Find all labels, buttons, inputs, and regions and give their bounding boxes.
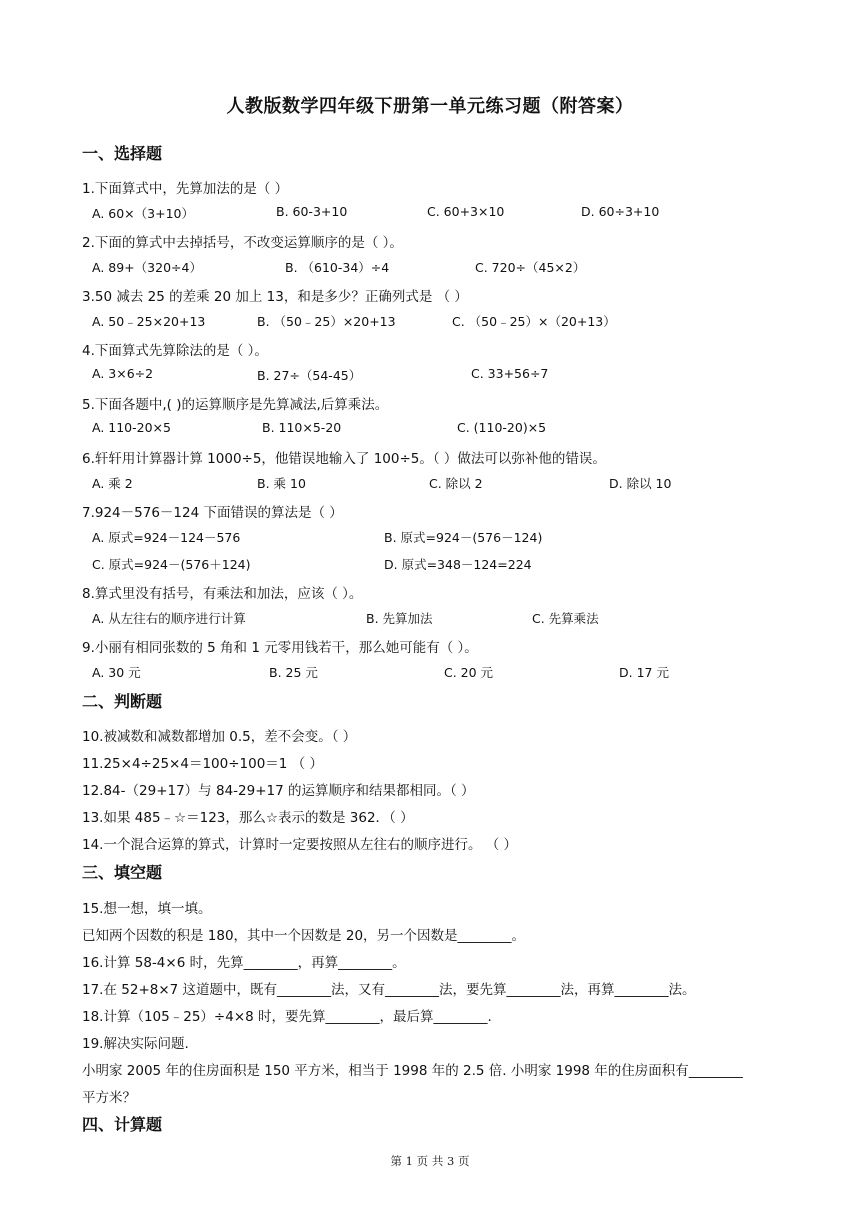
question-7: 7.924－576－124 下面错误的算法是（ ）	[82, 505, 343, 521]
q7-option-d: D. 原式=348－124=224	[384, 557, 532, 572]
q3-option-c: C. （50﹣25）×（20+13）	[452, 314, 616, 329]
page-footer: 第 1 页 共 3 页	[390, 1154, 470, 1168]
q4-option-c: C. 33+56÷7	[471, 366, 549, 381]
question-10: 10.被减数和减数都增加 0.5，差不会变。（ ）	[82, 729, 357, 745]
question-8: 8.算式里没有括号，有乘法和加法，应该（ ）。	[82, 586, 363, 602]
q9-option-d: D. 17 元	[619, 665, 669, 680]
q9-option-c: C. 20 元	[444, 665, 494, 680]
section-heading-judge: 二、判断题	[82, 692, 163, 711]
question-17: 17.在 52+8×7 这道题中，既有________法，又有________法，要先算________法，再算________法。	[82, 982, 696, 998]
question-3: 3.50 减去 25 的差乘 20 加上 13，和是多少？正确列式是 （ ）	[82, 289, 468, 305]
question-1: 1.下面算式中，先算加法的是（ ）	[82, 181, 289, 197]
question-19-sub: 小明家 2005 年的住房面积是 150 平方米，相当于 1998 年的 2.5 倍. 小明家 1998 年的住房面积有________	[82, 1063, 743, 1079]
q6-option-b: B. 乘 10	[257, 476, 306, 491]
q6-option-d: D. 除以 10	[609, 476, 672, 491]
q5-option-c: C. (110-20)×5	[457, 420, 547, 435]
question-19: 19.解决实际问题.	[82, 1036, 189, 1052]
q1-option-a: A. 60×（3+10）	[92, 206, 194, 221]
question-4: 4.下面算式先算除法的是（ ）。	[82, 343, 268, 359]
q7-option-b: B. 原式=924－(576－124)	[384, 530, 543, 545]
q6-option-c: C. 除以 2	[429, 476, 483, 491]
section-heading-calc: 四、计算题	[82, 1115, 163, 1134]
q1-option-b: B. 60-3+10	[276, 204, 348, 219]
q5-option-a: A. 110-20×5	[92, 420, 171, 435]
question-9: 9.小丽有相同张数的 5 角和 1 元零用钱若干，那么她可能有（ ）。	[82, 640, 478, 656]
question-16: 16.计算 58-4×6 时，先算________，再算________。	[82, 955, 406, 971]
question-15-sub: 已知两个因数的积是 180，其中一个因数是 20，另一个因数是________。	[82, 928, 526, 944]
question-19-sub-cont: 平方米？	[82, 1090, 136, 1106]
question-13: 13.如果 485﹣☆＝123，那么☆表示的数是 362．（ ）	[82, 810, 414, 826]
q3-option-b: B. （50﹣25）×20+13	[257, 314, 396, 329]
q6-option-a: A. 乘 2	[92, 476, 133, 491]
question-6: 6.轩轩用计算器计算 1000÷5，他错误地输入了 100÷5。（ ）做法可以弥补他的错误。	[82, 451, 606, 467]
question-18: 18.计算（105﹣25）÷4×8 时，要先算________，最后算________.	[82, 1009, 492, 1025]
question-2: 2.下面的算式中去掉括号，不改变运算顺序的是（ ）。	[82, 235, 403, 251]
question-15: 15.想一想，填一填。	[82, 901, 212, 917]
q8-option-c: C. 先算乘法	[532, 611, 599, 626]
q2-option-a: A. 89+（320÷4）	[92, 260, 202, 275]
q7-option-a: A. 原式=924－124－576	[92, 530, 241, 545]
question-12: 12.84-（29+17）与 84-29+17 的运算顺序和结果都相同。（ ）	[82, 783, 475, 799]
q3-option-a: A. 50﹣25×20+13	[92, 314, 206, 329]
q9-option-a: A. 30 元	[92, 665, 141, 680]
q5-option-b: B. 110×5-20	[262, 420, 342, 435]
question-5: 5.下面各题中,( )的运算顺序是先算减法,后算乘法。	[82, 397, 389, 413]
q1-option-c: C. 60+3×10	[427, 204, 505, 219]
document-title: 人教版数学四年级下册第一单元练习题（附答案）	[226, 96, 634, 117]
q4-option-b: B. 27÷（54-45）	[257, 368, 362, 383]
q2-option-b: B. （610-34）÷4	[285, 260, 390, 275]
q9-option-b: B. 25 元	[269, 665, 318, 680]
q8-option-b: B. 先算加法	[366, 611, 433, 626]
q4-option-a: A. 3×6÷2	[92, 366, 154, 381]
question-14: 14.一个混合运算的算式，计算时一定要按照从左往右的顺序进行。 （ ）	[82, 837, 518, 853]
q8-option-a: A. 从左往右的顺序进行计算	[92, 611, 246, 626]
q1-option-d: D. 60÷3+10	[581, 204, 660, 219]
question-11: 11.25×4÷25×4＝100÷100＝1 （ ）	[82, 756, 323, 772]
q7-option-c: C. 原式=924－(576＋124)	[92, 557, 251, 572]
section-heading-choice: 一、选择题	[82, 144, 163, 163]
section-heading-fill: 三、填空题	[82, 863, 163, 882]
q2-option-c: C. 720÷（45×2）	[475, 260, 586, 275]
